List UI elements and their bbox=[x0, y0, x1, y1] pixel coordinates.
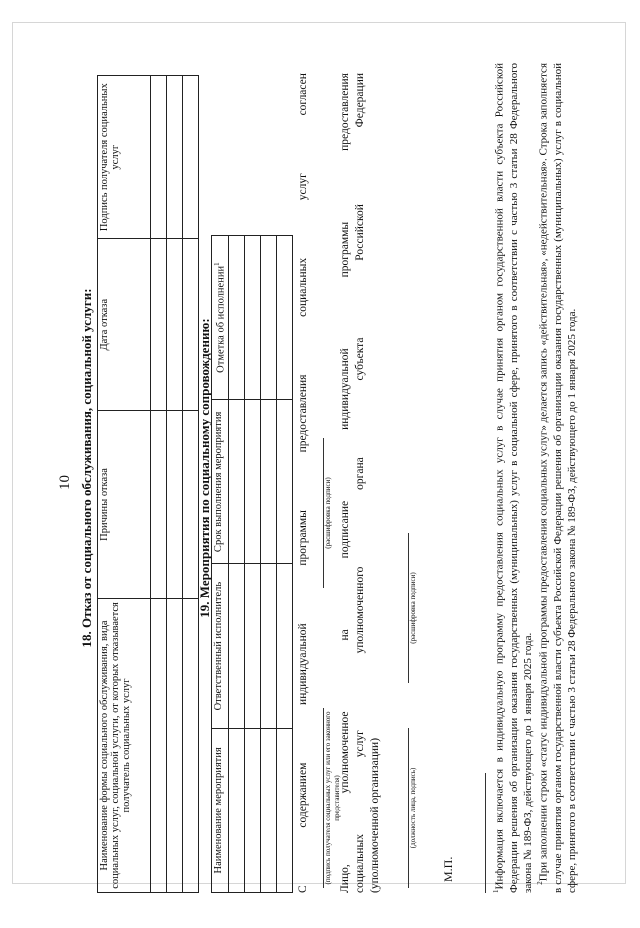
table-cell[interactable] bbox=[245, 728, 261, 892]
table-cell[interactable] bbox=[277, 400, 293, 564]
table-cell[interactable] bbox=[151, 239, 167, 411]
table-cell[interactable] bbox=[261, 400, 277, 564]
agreement-statement: С содержанием индивидуальной программы предоставления социальных услуг согласен bbox=[297, 73, 309, 893]
table-row bbox=[151, 76, 167, 893]
signature-decoding-caption: (расшифровка подписи) bbox=[323, 438, 333, 588]
table-row bbox=[245, 236, 261, 893]
refusal-table bbox=[97, 75, 199, 893]
col-header-signature: Подпись получателя социальных услуг bbox=[98, 76, 151, 239]
table-cell[interactable] bbox=[277, 728, 293, 892]
support-measures-table bbox=[211, 235, 293, 893]
table-cell[interactable] bbox=[277, 564, 293, 728]
col-header-deadline: Срок выполнения мероприятия bbox=[212, 400, 229, 564]
table-row bbox=[261, 236, 277, 893]
table-row bbox=[229, 236, 245, 893]
page-number: 10 bbox=[57, 475, 73, 490]
col-header-date: Дата отказа bbox=[98, 239, 151, 411]
table-cell[interactable] bbox=[151, 598, 167, 892]
table-row bbox=[167, 76, 183, 893]
stamp-place: М.П. bbox=[441, 856, 455, 882]
footnote-2: $^2$При заполнении строки «статус индивидуальной программы предоставления социальных услуг» делается запись «действительная», «недействительная». Строка заполняется в случае принятия органом государственной власти субъекта Российской Федерации решения об организации оказания государственных (муниципальных) услуг в социальной сфере, принятого в соответствии с частью 3 статьи 28 Федерального закона № 189-ФЗ, действующего до 1 января 2025 года. bbox=[536, 63, 578, 893]
rotated-sheet bbox=[13, 23, 640, 928]
col-header-service-name: Наименование формы социального обслуживания, вида социальных услуг, социальной услуги, от которых отказывается получатель социальных услуг bbox=[98, 598, 151, 892]
table-cell[interactable] bbox=[183, 76, 199, 239]
recipient-signature-caption: (подпись получателя социальных услуг или его законного представителя) bbox=[323, 708, 342, 888]
document-page bbox=[12, 22, 626, 893]
section-18-title: 18. Отказ от социального обслуживания, социальной услуги: bbox=[79, 288, 94, 648]
table-cell[interactable] bbox=[167, 76, 183, 239]
table-cell[interactable] bbox=[151, 76, 167, 239]
table-cell[interactable] bbox=[167, 410, 183, 598]
col-header-completion-mark: Отметка об исполнении$^1$ bbox=[212, 236, 229, 400]
table-cell[interactable] bbox=[261, 728, 277, 892]
table-cell[interactable] bbox=[229, 400, 245, 564]
official-signature-caption: (должность лица, подпись) bbox=[408, 728, 418, 888]
official-signature-decoding-caption: (расшифровка подписи) bbox=[408, 533, 418, 683]
table-cell[interactable] bbox=[151, 410, 167, 598]
table-cell[interactable] bbox=[261, 236, 277, 400]
table-cell[interactable] bbox=[245, 564, 261, 728]
authorized-person-statement: Лицо, уполномоченное на подписание индивидуальной программы предоставления социальных услуг уполномоченного органа субъекта Российской Федерации (уполномоченной организации) bbox=[339, 73, 381, 893]
footnote-divider bbox=[485, 773, 486, 893]
table-cell[interactable] bbox=[229, 728, 245, 892]
col-header-measure-name: Наименование мероприятия bbox=[212, 728, 229, 892]
col-header-reasons: Причины отказа bbox=[98, 410, 151, 598]
table-cell[interactable] bbox=[167, 598, 183, 892]
section-19-title: 19. Мероприятия по социальному сопровождению: bbox=[197, 318, 212, 618]
table-cell[interactable] bbox=[261, 564, 277, 728]
table-header-row bbox=[212, 236, 229, 893]
table-row bbox=[277, 236, 293, 893]
table-cell[interactable] bbox=[229, 564, 245, 728]
footnote-1: $^1$Информация включается в индивидуальную программу предоставления социальных услуг в случае принятия органом государственной власти субъекта Российской Федерации решения об организации оказания государственных (муниципальных) услуг в социальной сфере, принятого в соответствии с частью 3 статьи 28 Федерального закона № 189-ФЗ, действующего до 1 января 2025 года. bbox=[492, 63, 534, 893]
table-cell[interactable] bbox=[229, 236, 245, 400]
table-cell[interactable] bbox=[245, 400, 261, 564]
col-header-executor: Ответственный исполнитель bbox=[212, 564, 229, 728]
table-cell[interactable] bbox=[167, 239, 183, 411]
table-header-row bbox=[98, 76, 151, 893]
table-cell[interactable] bbox=[277, 236, 293, 400]
table-cell[interactable] bbox=[245, 236, 261, 400]
